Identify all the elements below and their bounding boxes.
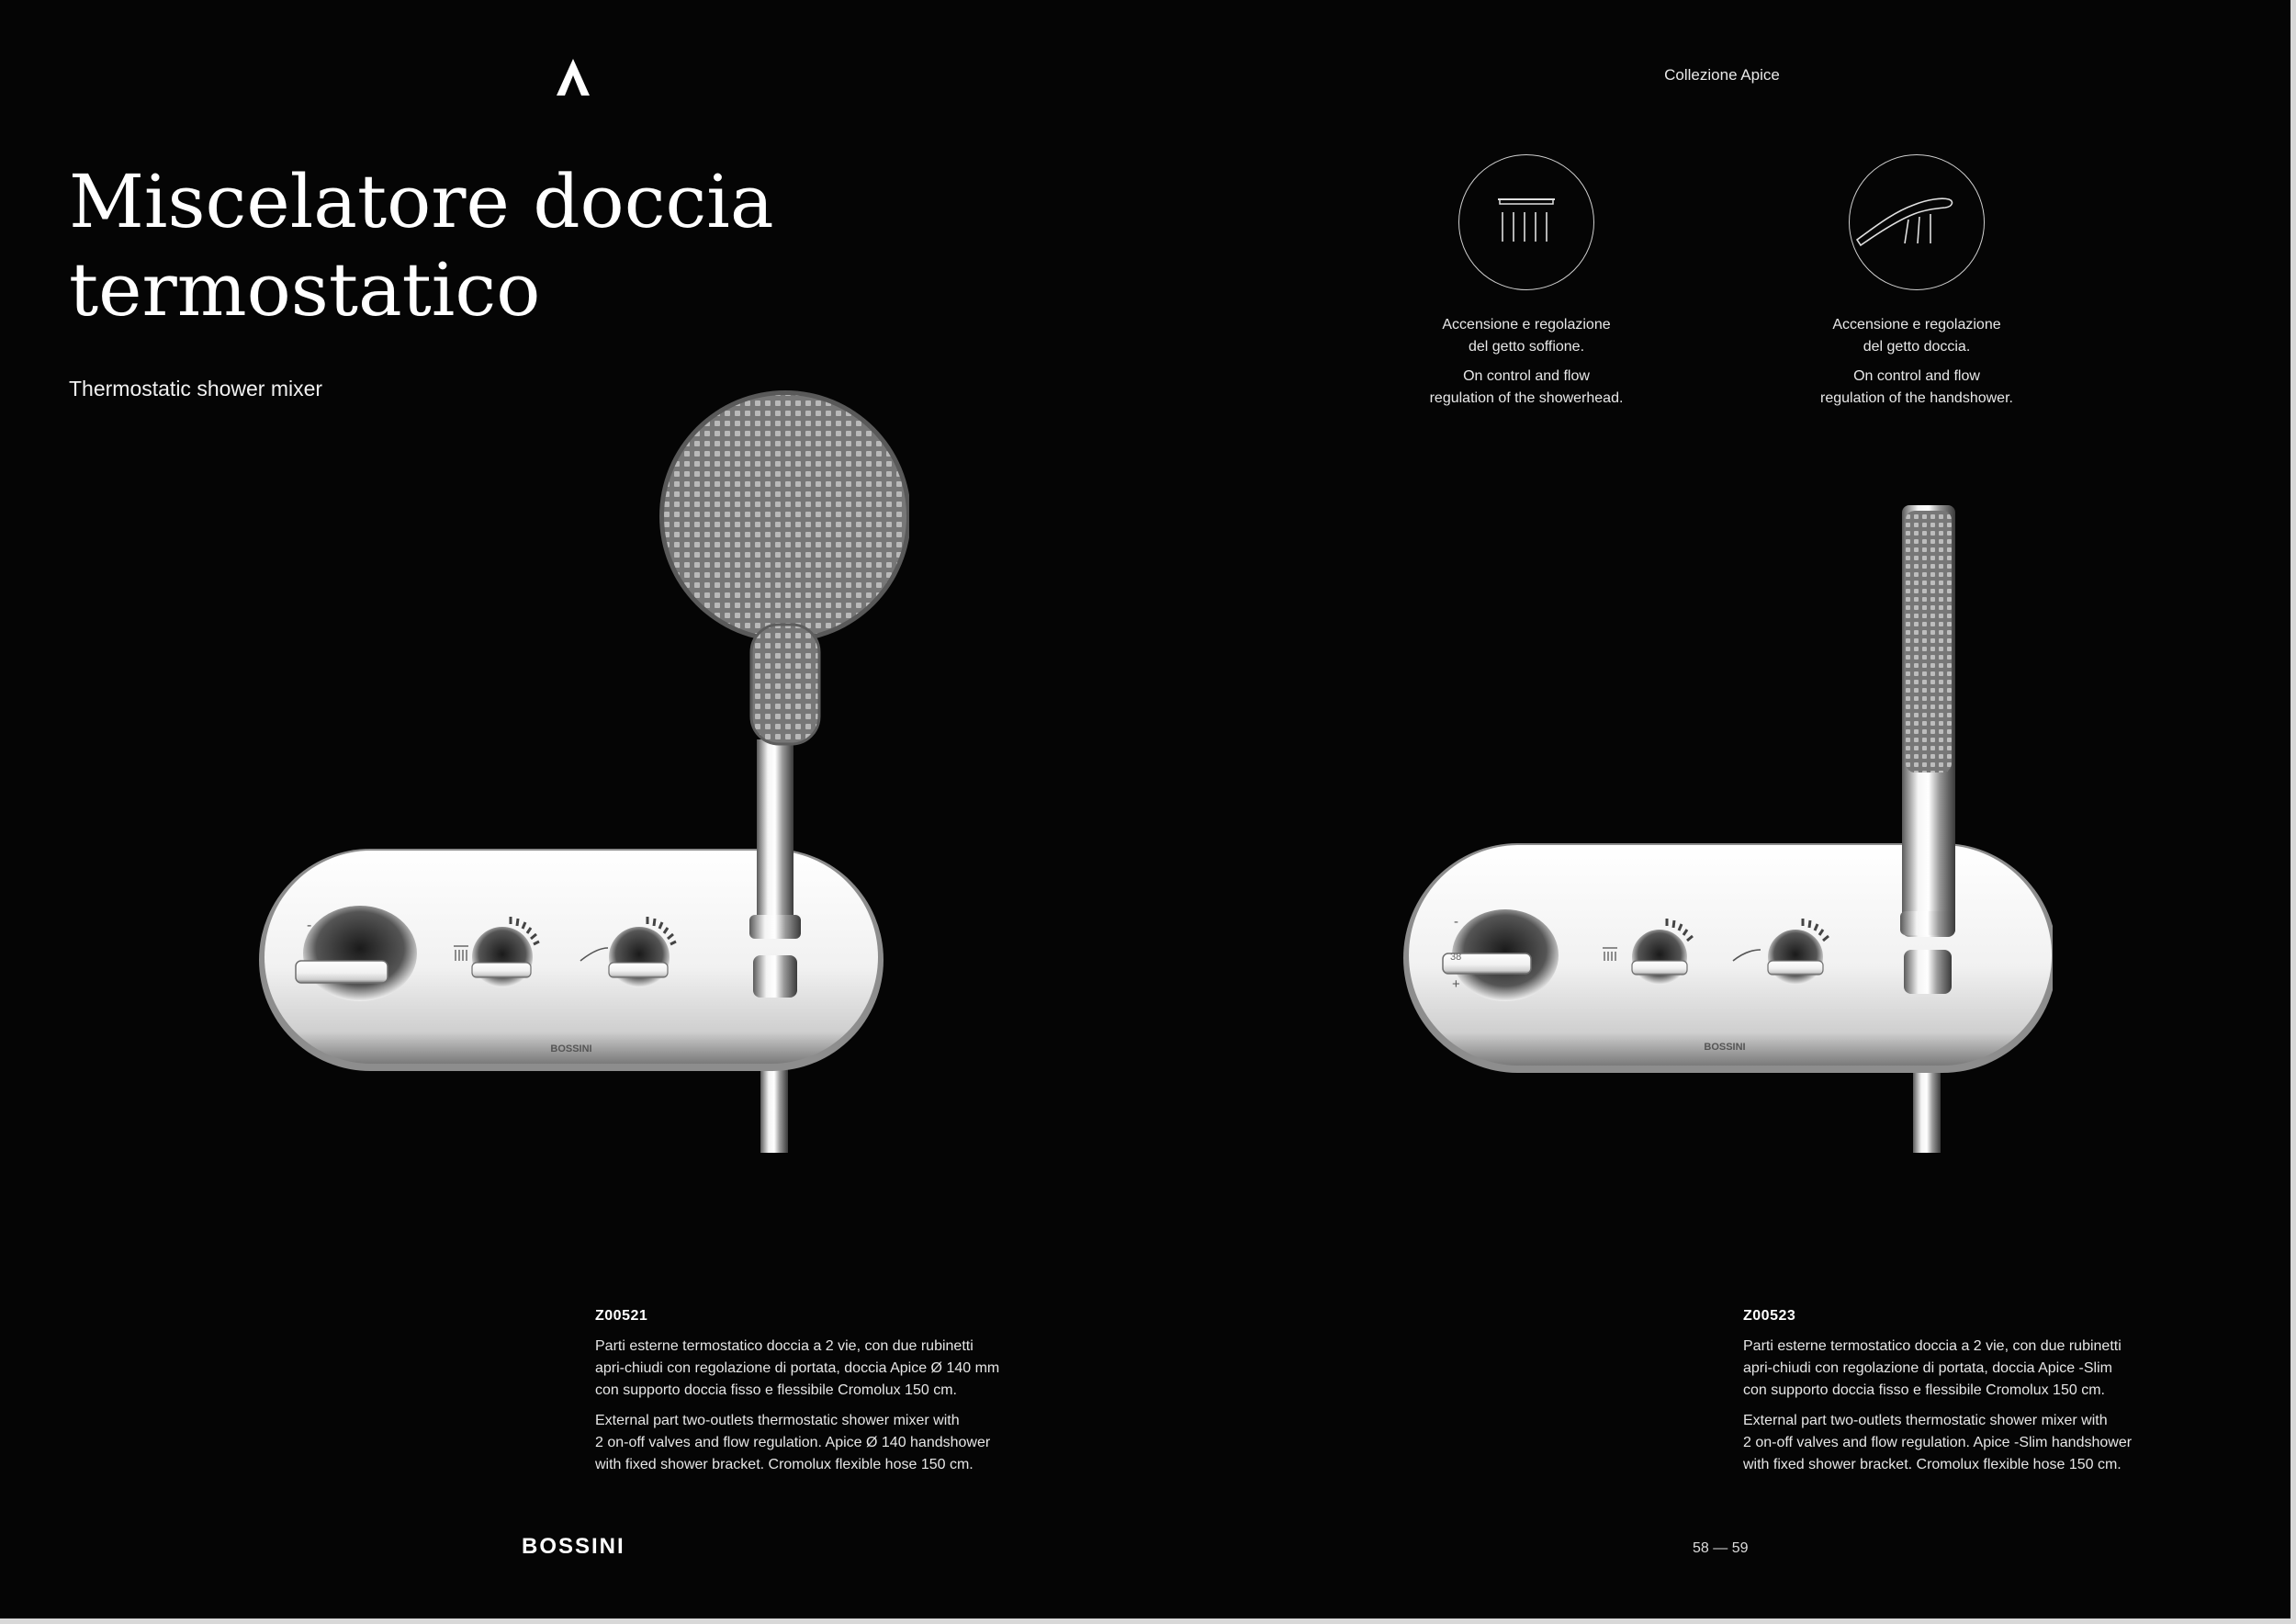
title-line-2: termostatico (69, 247, 541, 333)
knob-minus-label: - (307, 918, 312, 933)
product-image-z00521 (248, 358, 909, 1185)
feature-text-it: Accensione e regolazione del getto soffione. (1442, 317, 1611, 355)
panel-brand-label: BOSSINI (1704, 1042, 1746, 1053)
product-description-1 (595, 1308, 1073, 1476)
handshower-icon (1849, 154, 1985, 290)
product-code: Z00521 (595, 1308, 648, 1324)
knob-temp-label: 38 (1450, 952, 1462, 963)
title-line-1: Miscelatore doccia (69, 159, 774, 244)
page-numbers: 58 — 59 (1693, 1540, 1749, 1556)
knob-minus-label: - (1454, 914, 1458, 930)
feature-text-en: On control and flow regulation of the showerhead. (1429, 368, 1624, 406)
page-edge-bottom (0, 1618, 2296, 1624)
footer-brand-logo: BOSSINI (522, 1534, 625, 1559)
showerhead-icon (1458, 154, 1594, 290)
page-edge-right (2290, 0, 2296, 1624)
page-subtitle: Thermostatic shower mixer (69, 377, 323, 400)
page-title (69, 158, 895, 334)
product-image-z00523 (1391, 496, 2053, 1185)
product-code: Z00523 (1743, 1308, 1796, 1324)
feature-text-it: Accensione e regolazione del getto doccia. (1832, 317, 2001, 355)
product-text-en: External part two-outlets thermostatic shower mixer with 2 on-off valves and flow regulation. Apice -Slim handshower with fixed shower bracket. Cromolux flexible hose 150 cm. (1743, 1413, 2133, 1472)
product-description-2 (1743, 1308, 2221, 1476)
product-text-it: Parti esterne termostatico doccia a 2 vie, con due rubinetti apri-chiudi con regolazione di portata, doccia Apice Ø 140 mm con supporto doccia fisso e flessibile Cromolux 150 cm. (595, 1338, 1000, 1398)
feature-handshower (1779, 154, 2054, 410)
collection-name: Collezione Apice (1664, 66, 1780, 84)
product-text-en: External part two-outlets thermostatic shower mixer with 2 on-off valves and flow regulation. Apice Ø 140 handshower with fixed shower bracket. Cromolux flexible hose 150 cm. (595, 1413, 991, 1472)
knob-plus-label: + (1452, 976, 1460, 992)
apice-logo-icon (555, 57, 591, 97)
feature-text-en: On control and flow regulation of the handshower. (1820, 368, 2013, 406)
panel-brand-label: BOSSINI (550, 1043, 592, 1054)
product-text-it: Parti esterne termostatico doccia a 2 vie, con due rubinetti apri-chiudi con regolazione di portata, doccia Apice -Slim con supporto doccia fisso e flessibile Cromolux 150 cm. (1743, 1338, 2122, 1398)
feature-showerhead (1389, 154, 1664, 410)
